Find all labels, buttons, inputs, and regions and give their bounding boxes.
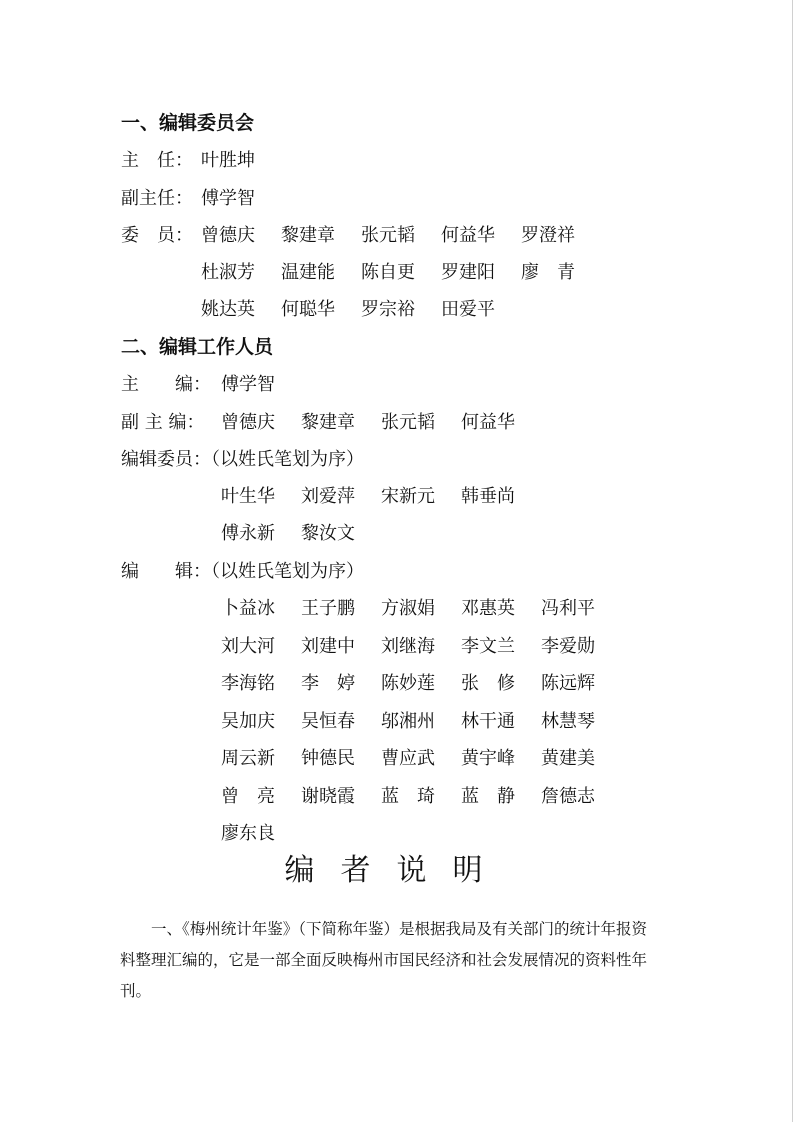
editor-name: 李文兰: [461, 635, 515, 657]
board-member-name: 宋新元: [381, 486, 435, 507]
editor-name: 谢晓霞: [301, 785, 355, 807]
editor-name: 陈远辉: [541, 673, 595, 694]
editor-name: 詹德志: [541, 785, 595, 807]
member-name: 何益华: [441, 225, 495, 246]
editor-name: 邓惠英: [461, 598, 515, 619]
member-name: 黎建章: [281, 225, 335, 246]
member-name: 姚达英: [201, 299, 255, 320]
editors-label: 编 辑：（以姓氏笔划为序）: [121, 561, 364, 582]
board-member-name: 黎汝文: [301, 523, 355, 544]
editor-name: 邬湘州: [381, 710, 435, 732]
editor-name: 黄建美: [541, 748, 595, 769]
deputy-editor-label: 副 主 编：: [121, 412, 205, 433]
vice-director-name: 傅学智: [201, 188, 255, 209]
editor-name: 吴加庆: [221, 710, 275, 732]
editor-name: 刘大河: [221, 635, 275, 657]
notes-title: 编者说明: [284, 853, 509, 888]
deputy-editor-name: 黎建章: [301, 412, 355, 433]
deputy-editor-name: 张元韬: [381, 412, 435, 433]
member-name: 田爱平: [441, 299, 495, 320]
member-name: 何聪华: [281, 299, 335, 320]
vice-director-label: 副主任：: [121, 188, 193, 209]
section-heading-editorial-committee: 一、编辑委员会: [121, 112, 255, 134]
editor-name: 李海铭: [221, 673, 275, 694]
editor-name: 林干通: [461, 710, 515, 732]
member-name: 曾德庆: [201, 225, 255, 246]
member-name: 张元韬: [361, 225, 415, 246]
deputy-editor-name: 曾德庆: [221, 412, 275, 433]
editor-name: 蓝 琦: [381, 785, 435, 807]
editor-name: 钟德民: [301, 748, 355, 769]
editor-name: 刘继海: [381, 635, 435, 657]
editor-name: 黄宇峰: [461, 748, 515, 769]
member-name: 陈自更: [361, 262, 415, 283]
deputy-editor-name: 何益华: [461, 412, 515, 433]
editor-name: 吴恒春: [301, 710, 355, 732]
editor-name: 林慧琴: [541, 710, 595, 732]
members-label: 委 员：: [121, 225, 193, 246]
editor-name: 李爱勋: [541, 635, 595, 657]
editor-name: 张 修: [461, 673, 515, 694]
chief-editor-name: 傅学智: [221, 374, 275, 395]
member-name: 杜淑芳: [201, 262, 255, 283]
editor-name: 卜益冰: [221, 598, 275, 619]
board-member-name: 叶生华: [221, 486, 275, 507]
editor-name: 曾 亮: [221, 785, 275, 807]
editor-name: 方淑娟: [381, 598, 435, 619]
editorial-board-label: 编辑委员：（以姓氏笔划为序）: [121, 449, 364, 470]
member-name: 罗宗裕: [361, 299, 415, 320]
chief-editor-label: 主 编：: [121, 374, 211, 395]
notes-paragraph: 一、《梅州统计年鉴》（下简称年鉴）是根据我局及有关部门的统计年报资料整理汇编的，它是一部全面反映梅州市国民经济和社会发展情况的资料性年刊。: [120, 920, 648, 1000]
board-member-name: 傅永新: [221, 523, 275, 544]
editor-name: 周云新: [221, 748, 275, 769]
director-name: 叶胜坤: [201, 150, 255, 171]
section-heading-editorial-staff: 二、编辑工作人员: [121, 336, 274, 358]
editor-name: 蓝 静: [461, 785, 515, 807]
editor-name: 李 婷: [301, 673, 355, 694]
member-name: 罗澄祥: [521, 225, 575, 246]
member-name: 温建能: [281, 262, 335, 283]
editor-name: 刘建中: [301, 635, 355, 657]
editor-name: 王子鹏: [301, 598, 355, 619]
editor-name: 陈妙莲: [381, 673, 435, 694]
editor-name: 廖东良: [221, 823, 275, 844]
member-name: 廖 青: [521, 262, 575, 283]
board-member-name: 韩垂尚: [461, 486, 515, 507]
member-name: 罗建阳: [441, 262, 495, 283]
editor-name: 冯利平: [541, 598, 595, 619]
director-label: 主 任：: [121, 150, 193, 171]
editor-name: 曹应武: [381, 748, 435, 769]
board-member-name: 刘爱萍: [301, 486, 355, 507]
